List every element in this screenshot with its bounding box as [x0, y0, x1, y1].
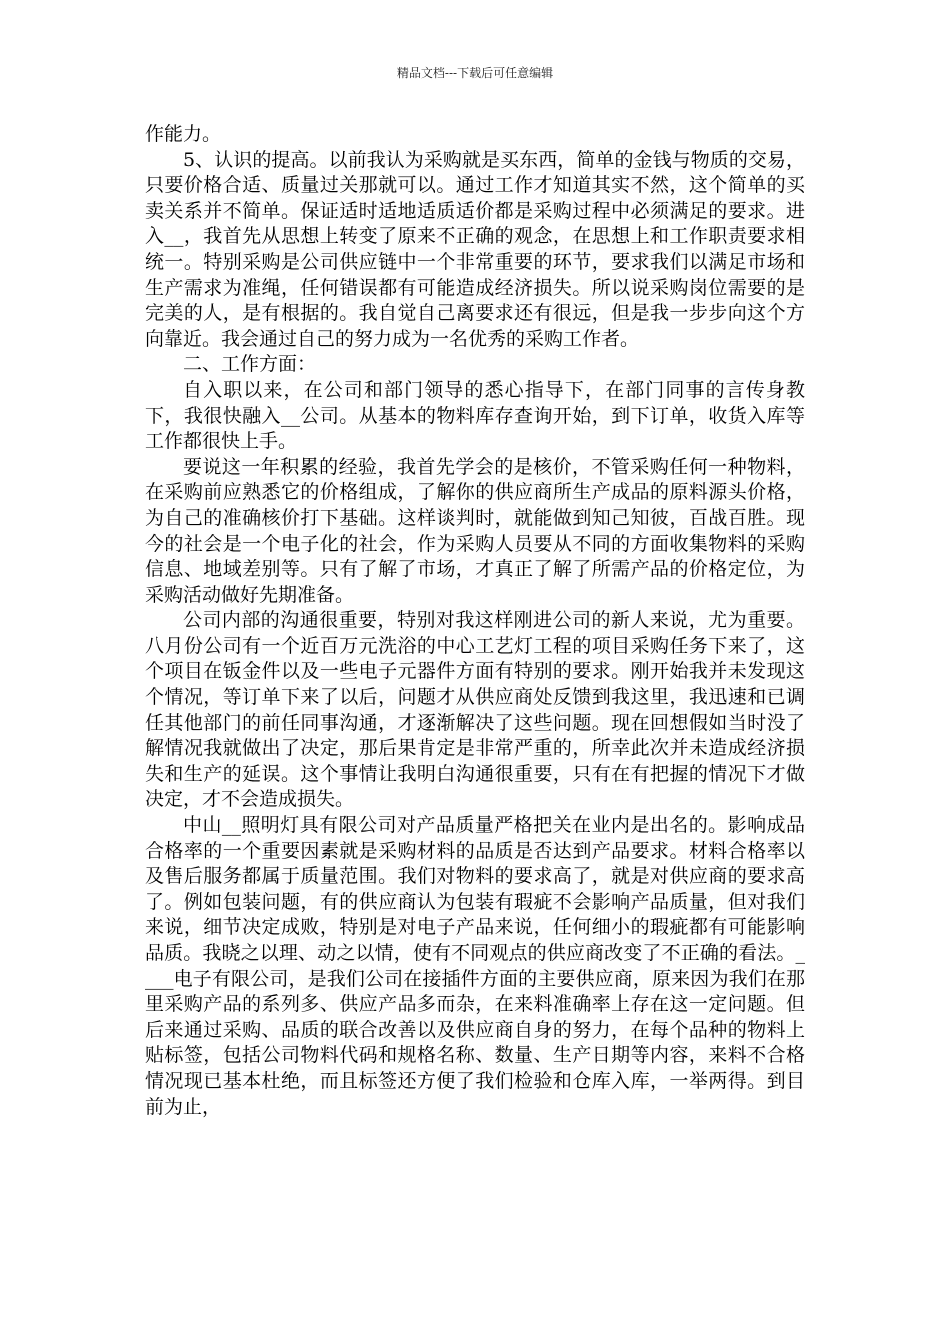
paragraph: 作能力。 [145, 123, 222, 145]
paragraph: 要说这一年积累的经验，我首先学会的是核价，不管采购任何一种物料，在采购前应熟悉它的价格组成，了解你的供应商所生产成品的原料源头价格，为自己的准确核价打下基础。这样谈判时，就能做到知己知彼，百战百胜。现今的社会是一个电子化的社会，作为采购人员要从不同的方面收集物料的采购信息、地域差别等。只有了解了市场，才真正了解了所需产品的价格定位，为采购活动做好先期准备。 [145, 455, 805, 606]
paragraph: 公司内部的沟通很重要，特别对我这样刚进公司的新人来说，尤为重要。八月份公司有一个近百万元洗浴的中心工艺灯工程的项目采购任务下来了，这个项目在钣金件以及一些电子元器件方面有特别的要求。刚开始我并未发现这个情况，等订单下来了以后，问题才从供应商处反馈到我这里，我迅速和已调任其他部门的前任同事沟通，才逐渐解决了这些问题。现在回想假如当时没了解情况我就做出了决定，那后果肯定是非常严重的，所幸此次并未造成经济损失和生产的延误。这个事情让我明白沟通很重要，只有在有把握的情况下才做决定，才不会造成损失。 [145, 609, 805, 811]
paragraph: 自入职以来，在公司和部门领导的悉心指导下，在部门同事的言传身教下，我很快融入__公司。从基本的物料库存查询开始，到下订单，收货入库等工作都很快上手。 [145, 378, 805, 453]
paragraph: 5、认识的提高。以前我认为采购就是买东西，简单的金钱与物质的交易，只要价格合适、质量过关那就可以。通过工作才知道其实不然，这个简单的买卖关系并不简单。保证适时适地适质适价都是采购过程中必须满足的要求。进入__，我首先从思想上转变了原来不正确的观念，在思想上和工作职责要求相统一。特别采购是公司供应链中一个非常重要的环节，要求我们以满足市场和生产需求为准绳，任何错误都有可能造成经济损失。所以说采购岗位需要的是完美的人，是有根据的。我自觉自己离要求还有很远，但是我一步步向这个方向靠近。我会通过自己的努力成为一名优秀的采购工作者。 [145, 148, 805, 350]
paragraph: 中山__照明灯具有限公司对产品质量严格把关在业内是出名的。影响成品合格率的一个重要因素就是采购材料的品质是否达到产品要求。材料合格率以及售后服务都属于质量范围。我们对物料的要求高了，就是对供应商的要求高了。例如包装问题，有的供应商认为包装有瑕疵不会影响产品质量，但对我们来说，细节决定成败，特别是对电子产品来说，任何细小的瑕疵都有可能影响品质。我晓之以理、动之以情，使有不同观点的供应商改变了不正确的看法。____电子有限公司，是我们公司在接插件方面的主要供应商，原来因为我们在那里采购产品的系列多、供应产品多而杂，在来料准确率上存在这一定问题。但后来通过采购、品质的联合改善以及供应商自身的努力，在每个品种的物料上贴标签，包括公司物料代码和规格名称、数量、生产日期等内容，来料不合格情况现已基本杜绝，而且标签还方便了我们检验和仓库入库，一举两得。到目前为止， [145, 814, 805, 1118]
document-body [145, 122, 805, 1120]
page-header: 精品文档---下载后可任意编辑 [396, 66, 554, 80]
section-heading: 二、工作方面： [183, 353, 317, 376]
